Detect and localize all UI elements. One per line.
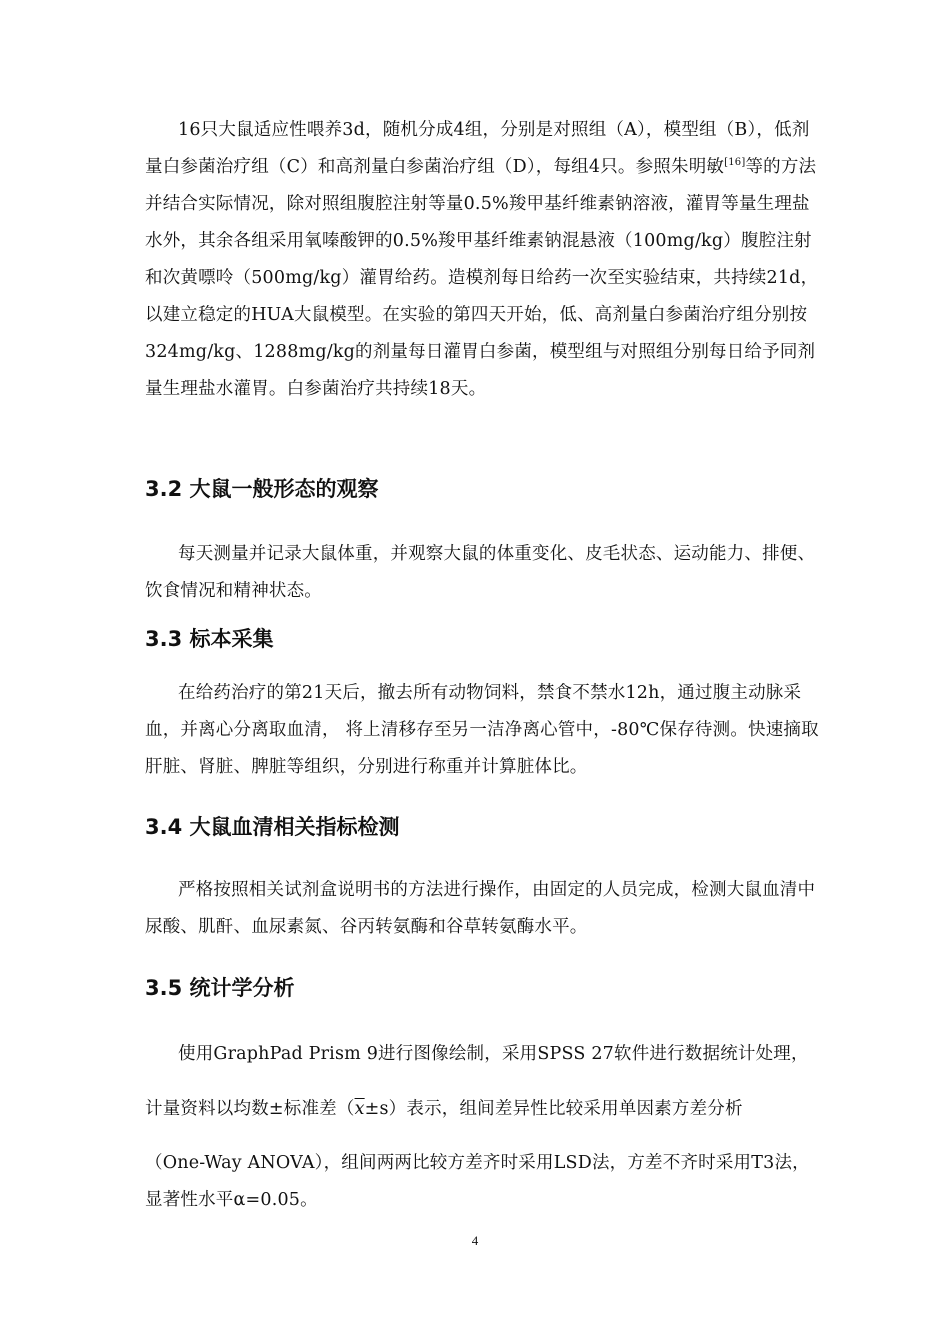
- section-3-4-body: [145, 872, 825, 946]
- section-3-5-line2: [145, 1091, 825, 1128]
- paragraph-text: [145, 112, 825, 408]
- paragraph-text: 严格按照相关试剂盒说明书的方法进行操作，由固定的人员完成，检测大鼠血清中尿酸、肌酐、血尿素氮、谷丙转氨酶和谷草转氨酶水平。: [145, 880, 816, 937]
- section-heading: 3.4 大鼠血清相关指标检测: [145, 815, 400, 839]
- section-3-2-body: [145, 536, 825, 610]
- text-post: ±s）表示，组间差异性比较采用单因素方差分析: [364, 1099, 743, 1119]
- page-number: 4: [471, 1233, 479, 1248]
- paragraph-text-pre: 16只大鼠适应性喂养3d，随机分成4组，分别是对照组（A），模型组（B），低剂量白参菌治疗组（C）和高剂量白参菌治疗组（D），每组4只。参照朱明敏: [145, 120, 810, 177]
- paragraph-text-post: 等的方法并结合实际情况，除对照组腹腔注射等量0.5%羧甲基纤维素钠溶液，灌胃等量生理盐水外，其余各组采用氧嗪酸钾的0.5%羧甲基纤维素钠混悬液（100mg/kg）腹腔注射和次黄嘌呤（500mg/kg）灌胃给药。造模剂每日给药一次至实验结束，共持续21d，以建立稳定的HUA大鼠模型。在实验的第四天开始，低、高剂量白参菌治疗组分别按324mg/kg、1288mg/kg的剂量每日灌胃白参菌，模型组与对照组分别每日给予同剂量生理盐水灌胃。白参菌治疗共持续18天。: [145, 157, 819, 399]
- section-3-2: [145, 474, 825, 504]
- text-pre: 计量资料以均数±标准差（: [145, 1099, 355, 1119]
- section-heading: 3.3 标本采集: [145, 627, 274, 651]
- section-3-3: [145, 624, 825, 654]
- section-heading: 3.5 统计学分析: [145, 976, 295, 1000]
- paragraph-text: 使用GraphPad Prism 9进行图像绘制，采用SPSS 27软件进行数据统计处理，: [178, 1044, 809, 1064]
- section-3-5-line1: [145, 1036, 825, 1073]
- section-3-3-body: [145, 675, 825, 786]
- section-heading: 3.2 大鼠一般形态的观察: [145, 477, 379, 501]
- paragraph-text: 每天测量并记录大鼠体重，并观察大鼠的体重变化、皮毛状态、运动能力、排便、饮食情况和精神状态。: [145, 544, 816, 601]
- citation: [16]: [724, 157, 746, 169]
- paragraph-text: 在给药治疗的第21天后，撤去所有动物饲料，禁食不禁水12h，通过腹主动脉采血，并离心分离取血清， 将上清移存至另一洁净离心管中，-80℃保存待测。快速摘取肝脏、肾脏、脾脏等组织，分别进行称重并计算脏体比。: [145, 683, 819, 777]
- paragraph-3-1: [145, 112, 825, 408]
- paragraph-text: （One-Way ANOVA），组间两两比较方差齐时采用LSD法，方差不齐时采用T3法，显著性水平α=0.05。: [145, 1153, 810, 1210]
- section-3-5-line3: [145, 1145, 825, 1219]
- mean-symbol: $\overline{x}$: [354, 1099, 365, 1119]
- paragraph-text: [145, 1091, 825, 1128]
- section-3-5: [145, 973, 825, 1003]
- section-3-4: [145, 812, 825, 842]
